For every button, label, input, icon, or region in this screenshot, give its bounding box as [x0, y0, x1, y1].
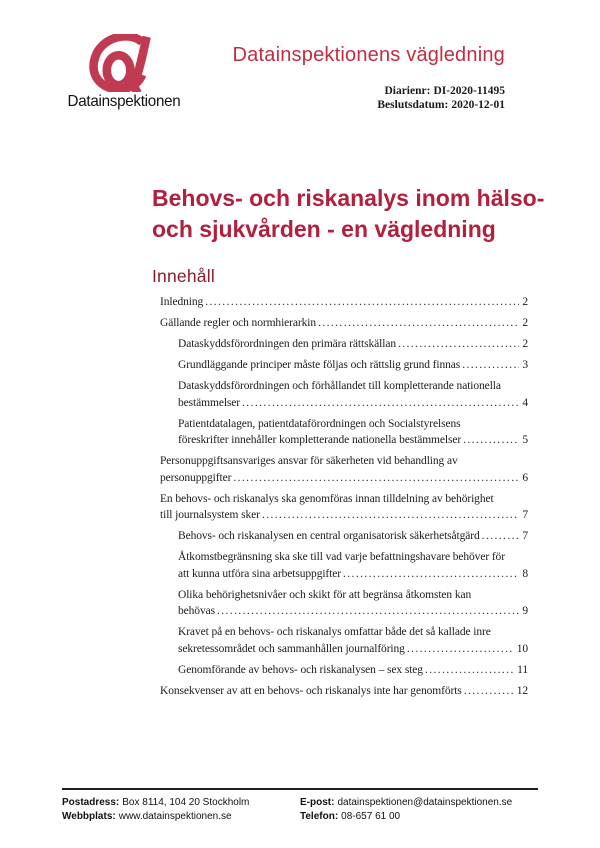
toc-entry-row [178, 336, 528, 353]
datainspektionen-logo-icon [86, 34, 162, 92]
toc-page-number: 8 [522, 567, 528, 580]
toc-entry[interactable] [160, 549, 528, 582]
toc-entry[interactable] [160, 294, 528, 311]
beslutsdatum-value: 2020-12-01 [451, 99, 505, 111]
toc-entry-text: Gällande regler och normhierarkin [160, 317, 317, 329]
telefon-label: Telefon: [300, 811, 339, 822]
toc-entry-text: att kunna utföra sina arbetsuppgifter [178, 567, 341, 580]
toc-entry-row [160, 315, 528, 332]
toc-page-number: 2 [522, 338, 528, 350]
toc-leader-dots [242, 395, 519, 412]
toc-entry[interactable] [160, 662, 528, 679]
toc-entry-text: till journalsystem sker [160, 509, 260, 521]
toc-leader-dots [407, 641, 514, 658]
toc-page-number: 7 [522, 509, 528, 521]
toc-entry-text: Konsekvenser av att en behovs- och riskanalys inte har genomförts [160, 684, 462, 697]
header-right [233, 44, 505, 112]
toc-entry-row [178, 432, 528, 449]
header-meta [233, 84, 505, 112]
toc-entry-text: Behovs- och riskanalysen en central organisatorisk säkerhetsåtgärd [178, 530, 480, 542]
toc-entry-row [160, 294, 528, 311]
toc-page-number: 7 [522, 530, 528, 542]
toc-entry[interactable] [160, 683, 528, 700]
toc-leader-dots [398, 336, 519, 353]
toc-entry[interactable] [160, 315, 528, 332]
toc-leader-dots [318, 315, 519, 332]
document-title [152, 183, 562, 245]
toc-entry[interactable] [160, 453, 528, 486]
toc-entry-row [178, 662, 528, 679]
toc-page-number: 3 [522, 359, 528, 371]
toc-entry[interactable] [160, 624, 528, 657]
toc-leader-dots [425, 662, 514, 679]
toc-entry-text: Olika behörighetsnivåer och skikt för att begränsa åtkomsten kan [178, 588, 472, 601]
toc-entry-row [178, 566, 528, 583]
logo [58, 34, 190, 111]
toc-entry-text: Genomförande av behovs- och riskanalysen – sex steg [178, 663, 423, 676]
toc-heading: Innehåll [152, 266, 215, 286]
toc-leader-dots [343, 566, 519, 583]
footer-left-column [62, 796, 249, 824]
toc-leader-dots [462, 357, 519, 374]
toc-entry-text: behövas [178, 605, 215, 617]
epost-line [300, 796, 512, 810]
toc-entry[interactable] [160, 528, 528, 545]
toc-page-number: 11 [517, 663, 528, 676]
postadress-line [62, 796, 249, 810]
toc-entry-text: Kravet på en behovs- och riskanalys omfattar både det så kallade inre [178, 626, 491, 638]
diarienr-value: DI-2020-11495 [433, 85, 505, 97]
toc-entry-text: bestämmelser [178, 396, 241, 409]
toc-leader-dots [463, 432, 519, 449]
toc-entry-row [178, 395, 528, 412]
toc-entry[interactable] [160, 357, 528, 374]
toc-entry-row [178, 528, 528, 545]
toc-entry-text: sekretessområdet och sammanhållen journalföring [178, 642, 405, 655]
toc-entry-row [160, 507, 528, 524]
toc-page-number: 2 [522, 317, 528, 329]
webbplats-label: Webbplats: [62, 811, 116, 822]
toc-entry-text: Inledning [160, 296, 204, 308]
toc-entry-text: Dataskyddsförordningen den primära rättskällan [178, 338, 396, 350]
postadress-value: Box 8114, 104 20 Stockholm [122, 797, 250, 808]
diarienr-line [233, 84, 505, 98]
toc-leader-dots [464, 683, 514, 700]
epost-link[interactable]: datainspektionen@datainspektionen.se [337, 797, 513, 808]
toc-entry[interactable] [160, 416, 528, 449]
telefon-value: 08-657 61 00 [341, 811, 401, 822]
toc-list [160, 294, 528, 704]
logo-wordmark: Datainspektionen [67, 93, 181, 110]
toc-entry-text: Åtkomstbegränsning ska ske till vad varje befattningshavare behöver för [178, 551, 505, 563]
toc-page-number: 6 [522, 471, 528, 484]
toc-entry-row [178, 641, 528, 658]
toc-entry-row [178, 357, 528, 374]
footer-right-column [300, 796, 512, 824]
webbplats-line [62, 810, 249, 824]
toc-entry-text: personuppgifter [160, 471, 232, 484]
beslutsdatum-label: Beslutsdatum: [377, 99, 449, 111]
toc-entry-row [160, 683, 528, 700]
toc-entry-text: föreskrifter innehåller kompletterande nationella bestämmelser [178, 434, 462, 446]
webbplats-link[interactable]: www.datainspektionen.se [118, 811, 232, 822]
postadress-label: Postadress: [62, 797, 120, 808]
document-title-line2: och sjukvården - en vägledning [152, 216, 496, 242]
toc-entry-text: En behovs- och riskanalys ska genomföras innan tilldelning av behörighet [160, 492, 494, 505]
toc-entry[interactable] [160, 336, 528, 353]
epost-label: E-post: [300, 797, 335, 808]
toc-leader-dots [233, 470, 519, 487]
footer-divider [62, 788, 538, 790]
toc-page-number: 10 [516, 642, 528, 655]
toc-page-number: 4 [522, 396, 528, 409]
diarienr-label: Diarienr: [384, 85, 431, 97]
toc-entry-text: Dataskyddsförordningen och förhållandet till kompletterande nationella [178, 380, 501, 392]
toc-entry[interactable] [160, 491, 528, 524]
telefon-line [300, 810, 512, 824]
toc-entry-row [160, 470, 528, 487]
toc-entry[interactable] [160, 378, 528, 411]
toc-page-number: 9 [522, 605, 528, 617]
toc-entry-text: Personuppgiftsansvariges ansvar för säkerheten vid behandling av [160, 455, 458, 467]
document-title-line1: Behovs- och riskanalys inom hälso- [152, 185, 545, 211]
toc-leader-dots [217, 603, 519, 620]
toc-entry[interactable] [160, 587, 528, 620]
toc-entry-text: Patientdatalagen, patientdataförordningen och Socialstyrelsens [178, 417, 461, 430]
toc-leader-dots [262, 507, 519, 524]
beslutsdatum-line [233, 98, 505, 112]
toc-entry-row [178, 603, 528, 620]
toc-page-number: 12 [516, 684, 528, 697]
toc-entry-text: Grundläggande principer måste följas och rättslig grund finnas [178, 359, 461, 371]
toc-page-number: 5 [522, 434, 528, 446]
toc-leader-dots [205, 294, 519, 311]
header-title: Datainspektionens vägledning [232, 44, 505, 66]
toc-page-number: 2 [522, 296, 528, 308]
toc-leader-dots [482, 528, 520, 545]
